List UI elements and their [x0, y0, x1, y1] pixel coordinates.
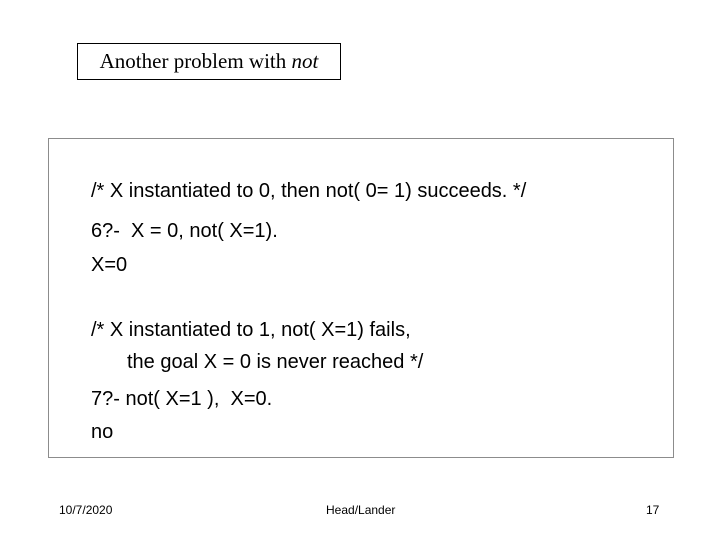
code-line-answer-2: no	[91, 421, 114, 443]
code-line-comment-2: /* X instantiated to 1, not( X=1) fails,	[91, 319, 411, 341]
footer-date: 10/7/2020	[59, 503, 113, 517]
code-line-query-7: 7?- not( X=1 ), X=0.	[91, 388, 273, 410]
footer-page-number: 17	[646, 503, 660, 517]
code-line-answer-1: X=0	[91, 254, 128, 276]
code-line-query-6: 6?- X = 0, not( X=1).	[91, 220, 278, 242]
footer-author: Head/Lander	[326, 503, 396, 517]
code-line-comment-1: /* X instantiated to 0, then not( 0= 1) succeeds. */	[91, 180, 527, 202]
slide-title	[77, 43, 341, 80]
slide-title-emphasis: not	[291, 49, 319, 73]
code-line-comment-2-continued: the goal X = 0 is never reached */	[127, 351, 424, 373]
slide-title-text: Another problem with	[99, 49, 287, 73]
